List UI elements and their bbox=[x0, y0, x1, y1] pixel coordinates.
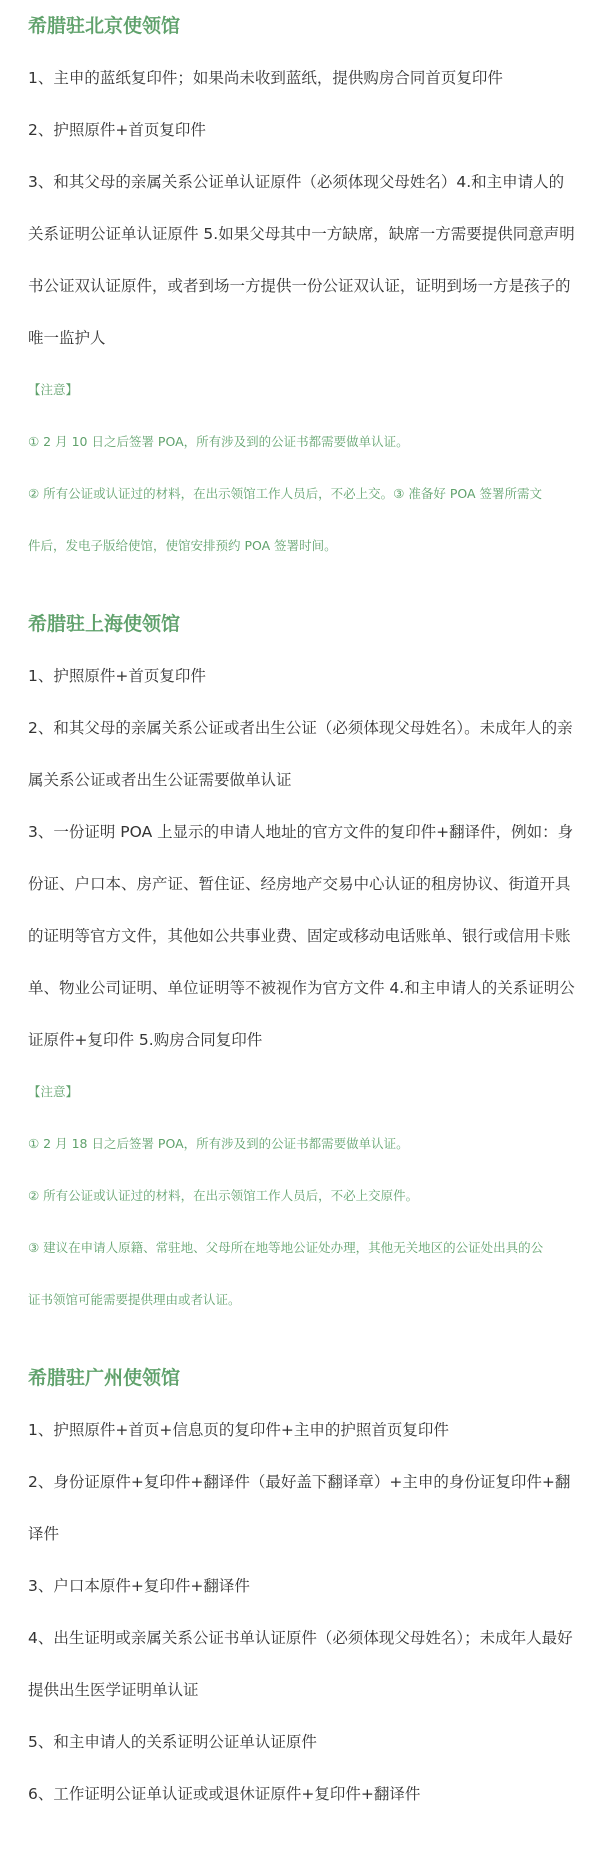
requirement-line: 份证、户口本、房产证、暂住证、经房地产交易中心认证的租房协议、街道开具 bbox=[28, 875, 571, 893]
section-title-shanghai: 希腊驻上海使领馆 bbox=[28, 613, 181, 635]
section-guangzhou bbox=[28, 1365, 572, 1820]
section-shanghai bbox=[28, 611, 575, 1326]
section-title-guangzhou: 希腊驻广州使领馆 bbox=[28, 1367, 181, 1389]
requirement-line: 提供出生医学证明单认证 bbox=[28, 1681, 199, 1699]
note-line: ② 所有公证或认证过的材料，在出示领馆工作人员后，不必上交。③ 准备好 POA 签署所需文 bbox=[28, 486, 543, 501]
note-line: ① 2 月 10 日之后签署 POA，所有涉及到的公证书都需要做单认证。 bbox=[28, 434, 409, 449]
requirement-line: 1、主申的蓝纸复印件；如果尚未收到蓝纸，提供购房合同首页复印件 bbox=[28, 69, 503, 87]
requirement-line: 2、身份证原件+复印件+翻译件（最好盖下翻译章）+主申的身份证复印件+翻 bbox=[28, 1473, 571, 1491]
requirement-line: 3、一份证明 POA 上显示的申请人地址的官方文件的复印件+翻译件，例如：身 bbox=[28, 823, 574, 841]
requirement-line: 4、出生证明或亲属关系公证书单认证原件（必须体现父母姓名）；未成年人最好 bbox=[28, 1629, 573, 1647]
note-line: ③ 建议在申请人原籍、常驻地、父母所在地等地公证处办理，其他无关地区的公证处出具的公 bbox=[28, 1240, 544, 1255]
section-beijing bbox=[28, 0, 575, 572]
requirement-line: 1、护照原件+首页复印件 bbox=[28, 667, 206, 685]
section-title-beijing: 希腊驻北京使领馆 bbox=[28, 15, 181, 37]
requirement-line: 6、工作证明公证单认证或或退休证原件+复印件+翻译件 bbox=[28, 1785, 421, 1803]
note-line: ① 2 月 18 日之后签署 POA，所有涉及到的公证书都需要做单认证。 bbox=[28, 1136, 409, 1151]
requirement-line: 单、物业公司证明、单位证明等不被视作为官方文件 4.和主申请人的关系证明公 bbox=[28, 979, 575, 997]
note-line: 证书领馆可能需要提供理由或者认证。 bbox=[28, 1292, 241, 1307]
note-line: ② 所有公证或认证过的材料，在出示领馆工作人员后，不必上交原件。 bbox=[28, 1188, 419, 1203]
requirement-line: 3、和其父母的亲属关系公证单认证原件（必须体现父母姓名）4.和主申请人的 bbox=[28, 173, 565, 191]
note-line: 件后，发电子版给使馆，使馆安排预约 POA 签署时间。 bbox=[28, 538, 337, 553]
note-label: 【注意】 bbox=[28, 382, 79, 397]
requirement-line: 证原件+复印件 5.购房合同复印件 bbox=[28, 1031, 263, 1049]
requirement-line: 的证明等官方文件，其他如公共事业费、固定或移动电话账单、银行或信用卡账 bbox=[28, 927, 571, 945]
requirement-line: 译件 bbox=[28, 1525, 60, 1543]
requirement-line: 2、护照原件+首页复印件 bbox=[28, 121, 206, 139]
requirement-line: 2、和其父母的亲属关系公证或者出生公证（必须体现父母姓名）。未成年人的亲 bbox=[28, 719, 573, 737]
requirement-line: 3、户口本原件+复印件+翻译件 bbox=[28, 1577, 250, 1595]
requirement-line: 唯一监护人 bbox=[28, 329, 106, 347]
requirement-line: 关系证明公证单认证原件 5.如果父母其中一方缺席，缺席一方需要提供同意声明 bbox=[28, 225, 575, 243]
requirement-line: 属关系公证或者出生公证需要做单认证 bbox=[28, 771, 292, 789]
requirement-line: 5、和主申请人的关系证明公证单认证原件 bbox=[28, 1733, 317, 1751]
requirement-line: 书公证双认证原件，或者到场一方提供一份公证双认证，证明到场一方是孩子的 bbox=[28, 277, 571, 295]
note-label: 【注意】 bbox=[28, 1084, 79, 1099]
requirement-line: 1、护照原件+首页+信息页的复印件+主申的护照首页复印件 bbox=[28, 1421, 449, 1439]
